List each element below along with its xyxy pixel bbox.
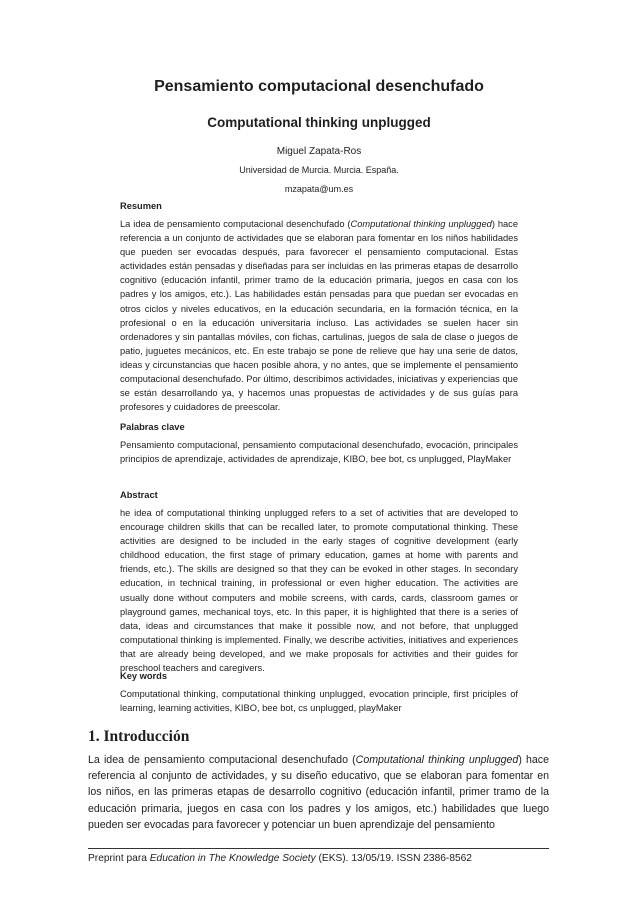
palabras-clave-text: Pensamiento computacional, pensamiento computacional desenchufado, evocación, principales principios de aprendizaje, actividades de aprendizaje, KIBO, bee bot, cs unplugged, PlayMaker bbox=[120, 440, 518, 465]
abstract-section bbox=[120, 488, 518, 675]
section-heading-introduccion: 1. Introducción bbox=[88, 728, 190, 745]
abstract-text: he idea of computational thinking unplugged refers to a set of activities that are developed to encourage children skills that can be recalled later, to promote computational thinking. These activities are designed to be included in the early stages of cognitive development (early childhood education, the first stage of primary education, games at home with parents and friends, etc.). The skills are designed so that they can be evoked in other stages. In secondary education, in technical training, in professional or even higher education. The activities are usually done without computers and mobile screens, with cards, cards, classroom games or playground games, mechanical toys, etc. In this paper, it is highlighted that there is a series of data, ideas and circumstances that make it possible now, and not before, that unplugged computational thinking is implemented. Finally, we describe activities, initiatives and experiences that are already being developed, and we make proposals for activities and their guides for preschool teachers and caregivers. bbox=[120, 508, 518, 674]
author-name: Miguel Zapata-Ros bbox=[276, 146, 362, 157]
footer-journal: Education in The Knowledge Society bbox=[149, 853, 316, 864]
resumen-heading: Resumen bbox=[120, 201, 162, 211]
footer-citation: Preprint para Education in The Knowledge Society (EKS). 13/05/19. ISSN 2386-8562 bbox=[88, 853, 472, 864]
key-words-heading: Key words bbox=[120, 671, 168, 681]
resumen-text: La idea de pensamiento computacional desenchufado (Computational thinking unplugged) hace referencia a un conjunto de actividades que se elaboran para fomentar en los niños habilidades que pueden ser evocadas después, para favorecer el pensamiento computacional. Estas actividades están pensadas y diseñadas para ser incluidas en las primeras etapas de desarrollo cognitivo (educación infantil, primer tramo de la educación primaria, juegos en casa con los padres y los amigos, etc.). Las habilidades están pensadas para que puedan ser evocadas en otros ciclos y niveles educativos, en la educación secundaria, en la formación técnica, en la profesional o en la educación universitaria incluso. Las actividades se suelen hacer sin ordenadores y sin pantallas móviles, con fichas, cartulinas, juegos de sala de clase o juegos de patio, juguetes mecánicos, etc. En este trabajo se pone de relieve que hay una serie de datos, ideas y circunstancias que hacen posible ahora, y no antes, que se implemente el pensamiento computacional desenchufado. Por último, describimos actividades, iniciativas y experiencias que se están desarrollando ya, y hacemos unas propuestas de actividades y de sus guías para profesores y cuidadores de preescolar. bbox=[120, 219, 518, 413]
introduccion-italic-term: Computational thinking unplugged bbox=[355, 754, 519, 766]
key-words-text: Computational thinking, computational thinking unplugged, evocation principle, first priciples of learning, learning activities, KIBO, bee bot, cs unplugged, playMaker bbox=[120, 689, 518, 714]
resumen-italic-term: Computational thinking unplugged bbox=[350, 219, 492, 229]
author-email: mzapata@um.es bbox=[284, 184, 354, 194]
paper-title: Pensamiento computacional desenchufado bbox=[154, 78, 484, 95]
resumen-section bbox=[120, 199, 518, 414]
palabras-clave-heading: Palabras clave bbox=[120, 422, 185, 432]
abstract-heading: Abstract bbox=[120, 490, 158, 500]
footer-divider bbox=[88, 848, 549, 849]
author-affiliation: Universidad de Murcia. Murcia. España. bbox=[239, 165, 399, 175]
introduccion-text: La idea de pensamiento computacional desenchufado (Computational thinking unplugged) hace referencia al conjunto de actividades, y su diseño educativo, que se elaboran para fomentar en los niños, en las primeras etapas de desarrollo cognitivo (educación infantil, primer tramo de la educación primaria, juegos en casa con los padres y los amigos, etc.) habilidades que luego pueden ser evocadas para favorecer y potenciar un buen aprendizaje del pensamiento bbox=[88, 754, 549, 831]
paper-subtitle: Computational thinking unplugged bbox=[207, 115, 431, 130]
palabras-clave-section bbox=[120, 420, 518, 466]
key-words-section bbox=[120, 669, 518, 715]
